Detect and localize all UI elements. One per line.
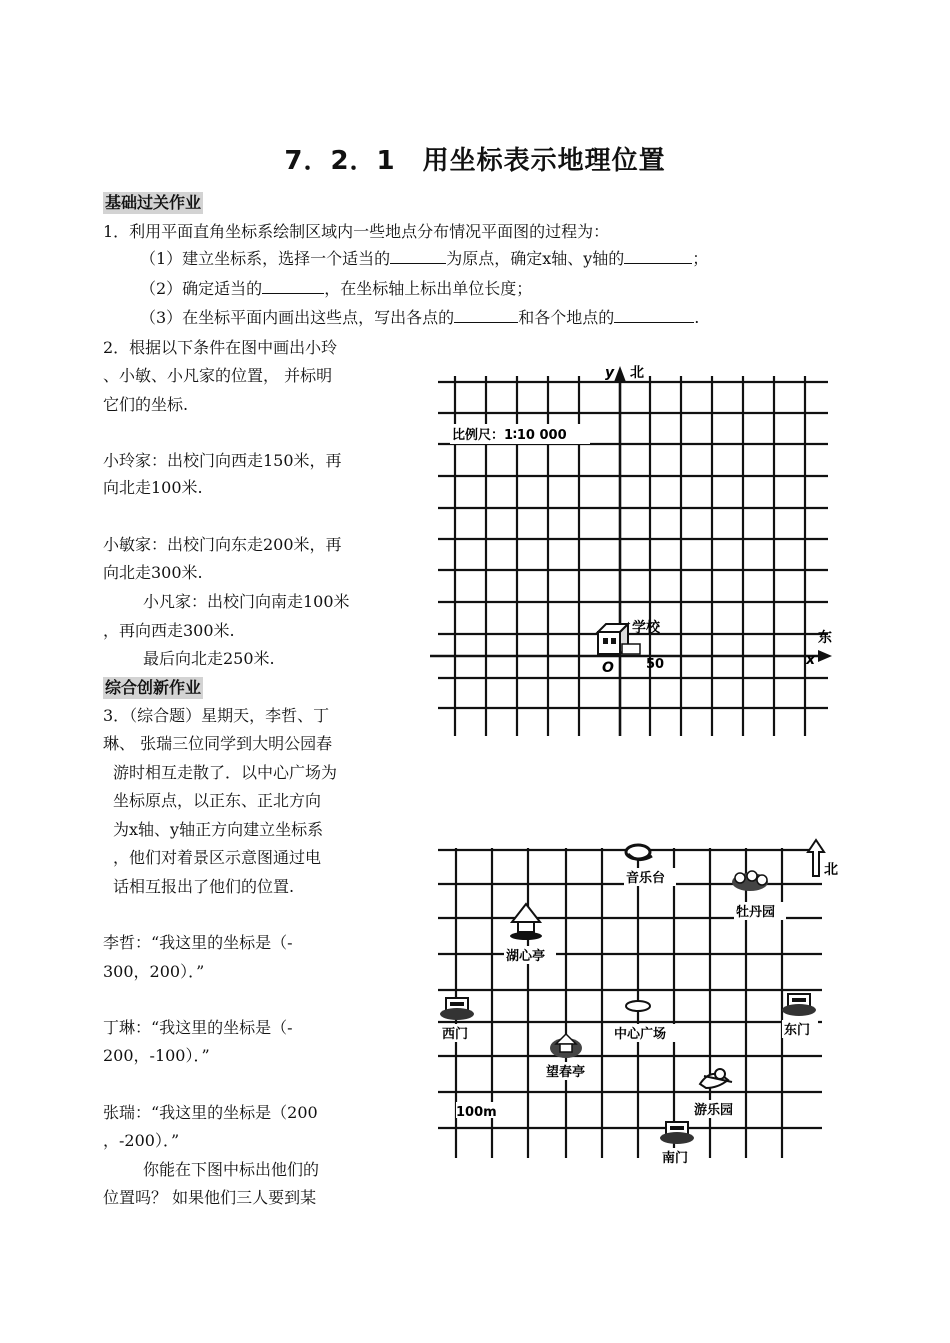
south-gate-icon xyxy=(660,1122,694,1144)
label-mudanyuan: 牡丹园 xyxy=(736,905,776,920)
q3-line-4: 坐标原点，以正东、正北方向 xyxy=(113,791,322,810)
label-nanmen: 南门 xyxy=(662,1151,689,1166)
answer-blank-coordinates[interactable] xyxy=(454,308,518,323)
north-arrow-icon xyxy=(808,840,824,876)
q1-step1-text-a: （1）建立坐标系，选择一个适当的 xyxy=(140,249,391,268)
q3-line-13: ，-200）．” xyxy=(103,1131,180,1150)
q1-step3-text-b: 和各个地点的 xyxy=(518,308,615,327)
q1-step3-text-a: （3）在坐标平面内画出这些点，写出各点的 xyxy=(140,308,455,327)
q2-line-6: 小敏家：出校门向东走200米，再 xyxy=(103,535,342,554)
q1-step3 xyxy=(140,308,699,328)
label-youleyuan: 游乐园 xyxy=(694,1103,734,1118)
q2-line-2: 、小敏、小凡家的位置， 并标明 xyxy=(103,366,333,385)
central-square-icon xyxy=(626,990,650,1011)
east-label: 东 xyxy=(818,630,832,646)
section-basic-heading: 基础过关作业 xyxy=(105,193,202,212)
label-dongmen: 东门 xyxy=(784,1023,811,1038)
x-axis-label: x xyxy=(806,652,816,668)
q2-line-5: 向北走100米. xyxy=(103,478,203,497)
q3-line-11: 200，-100）．” xyxy=(103,1046,210,1065)
q3-line-2: 琳、 张瑞三位同学到大明公园春 xyxy=(103,734,333,753)
q2-line-7: 向北走300米. xyxy=(103,563,203,582)
spring-pavilion-icon xyxy=(550,1034,582,1058)
music-stage-icon xyxy=(626,845,652,860)
x-axis-arrow-icon xyxy=(818,650,832,662)
y-axis-label: y xyxy=(605,365,615,381)
north-label: 北 xyxy=(630,365,644,381)
q1-step2 xyxy=(140,279,532,299)
q3-line-1: 3．（综合题）星期天，李哲、丁 xyxy=(103,706,330,725)
unit-label: 100m xyxy=(456,1105,497,1120)
answer-blank-origin[interactable] xyxy=(390,249,446,264)
q1-step2-text-b: ，在坐标轴上标出单位长度； xyxy=(324,279,533,298)
q3-line-5: 为x轴、y轴正方向建立坐标系 xyxy=(113,820,324,839)
q3-line-8: 李哲：“我这里的坐标是（- xyxy=(103,933,293,952)
q1-stem: 1．利用平面直角坐标系绘制区域内一些地点分布情况平面图的过程为： xyxy=(103,222,610,241)
q1-step3-text-c: . xyxy=(694,308,700,327)
label-yinyuetai: 音乐台 xyxy=(626,871,666,886)
peony-garden-icon xyxy=(732,871,768,891)
q3-line-6: ，他们对着景区示意图通过电 xyxy=(113,848,322,867)
q3-line-7: 话相互报出了他们的位置. xyxy=(113,877,295,896)
answer-blank-names[interactable] xyxy=(614,308,694,323)
q3-line-14: 你能在下图中标出他们的 xyxy=(143,1160,320,1179)
amusement-park-icon xyxy=(700,1069,732,1088)
answer-blank-scale[interactable] xyxy=(262,279,324,294)
label-wangchunting: 望春亭 xyxy=(546,1065,586,1080)
q3-line-3: 游时相互走散了．以中心广场为 xyxy=(113,763,338,782)
q2-line-4: 小玲家：出校门向西走150米，再 xyxy=(103,451,342,470)
q2-line-9: ，再向西走300米. xyxy=(103,621,235,640)
tick-label-50: 50 xyxy=(646,657,665,672)
q2-line-8: 小凡家：出校门向南走100米 xyxy=(143,592,350,611)
map-north-label: 北 xyxy=(824,862,838,878)
west-gate-icon xyxy=(440,998,474,1020)
q3-line-10: 丁琳：“我这里的坐标是（- xyxy=(103,1018,293,1037)
q2-line-3: 它们的坐标. xyxy=(103,395,189,414)
scale-label: 比例尺：1∶10 000 xyxy=(452,428,567,443)
q1-step1-text-c: ； xyxy=(692,249,709,268)
q1-step1-text-b: 为原点，确定x轴、y轴的 xyxy=(446,249,625,268)
label-huxinting: 湖心亭 xyxy=(506,949,546,964)
answer-blank-axis-direction[interactable] xyxy=(624,249,692,264)
q3-line-9: 300，200）．” xyxy=(103,962,205,981)
origin-label: O xyxy=(602,660,614,676)
school-grid-figure xyxy=(430,358,840,743)
q2-line-1: 2．根据以下条件在图中画出小玲 xyxy=(103,338,338,357)
q2-line-10: 最后向北走250米. xyxy=(143,649,275,668)
q3-line-12: 张瑞：“我这里的坐标是（200 xyxy=(103,1103,318,1122)
label-zhongxin: 中心广场 xyxy=(614,1027,667,1042)
page-title: 7．2．1 用坐标表示地理位置 xyxy=(284,146,666,176)
q3-line-15: 位置吗？ 如果他们三人要到某 xyxy=(103,1188,317,1207)
east-gate-icon xyxy=(782,994,816,1016)
lake-pavilion-icon xyxy=(510,904,542,940)
label-ximen: 西门 xyxy=(442,1027,469,1042)
q1-step1 xyxy=(140,249,708,269)
section-creative-heading: 综合创新作业 xyxy=(105,678,202,697)
y-axis-arrow-icon xyxy=(614,366,626,382)
school-label: 学校 xyxy=(632,620,660,636)
q1-step2-text-a: （2）确定适当的 xyxy=(140,279,263,298)
park-map-figure xyxy=(436,830,841,1180)
